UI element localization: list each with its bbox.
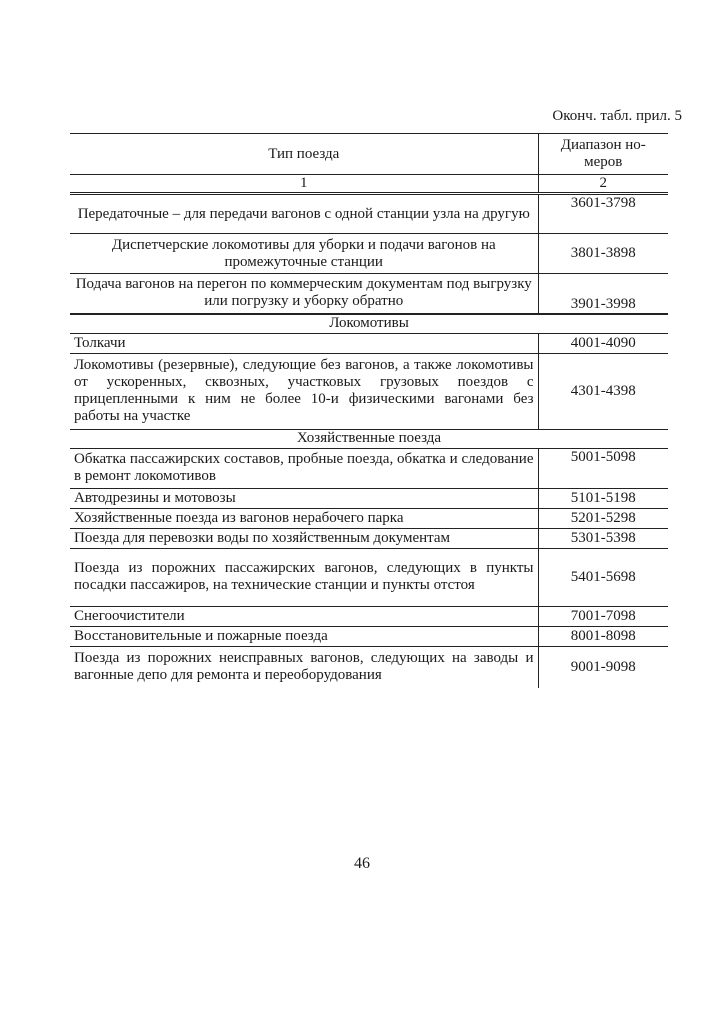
- train-type: Толкачи: [70, 333, 538, 353]
- table-row: [70, 548, 668, 606]
- number-range: 5401-5698: [538, 548, 668, 606]
- train-type: Поезда для перевозки воды по хозяйственным документам: [70, 528, 538, 548]
- table-row: [70, 528, 668, 548]
- table-header-row: [70, 134, 668, 175]
- number-range: 3801-3898: [538, 234, 668, 274]
- train-type: Диспетчерские локомотивы для уборки и подачи вагонов на промежуточные станции: [70, 234, 538, 274]
- table-row: [70, 448, 668, 488]
- table-row: [70, 488, 668, 508]
- section-title: Локомотивы: [70, 314, 668, 334]
- train-number-table: [70, 133, 668, 688]
- train-type: Передаточные – для передачи вагонов с одной станции узла на другую: [70, 194, 538, 234]
- table-row: [70, 194, 668, 234]
- train-type: Снегоочистители: [70, 606, 538, 626]
- section-header-locomotives: [70, 314, 668, 334]
- section-title: Хозяйственные поезда: [70, 429, 668, 448]
- number-range: 7001-7098: [538, 606, 668, 626]
- train-type: Восстановительные и пожарные поезда: [70, 626, 538, 646]
- train-type: Поезда из порожних пассажирских вагонов, следующих в пункты посадки пассажиров, на технические станции и пункты отстоя: [70, 548, 538, 606]
- table-row: [70, 274, 668, 314]
- number-range: 3901-3998: [538, 274, 668, 314]
- train-type: Подача вагонов на перегон по коммерческим документам под выгрузку или погрузку и уборку обратно: [70, 274, 538, 314]
- table-row: [70, 626, 668, 646]
- column-numbers-row: [70, 175, 668, 194]
- number-range: 5301-5398: [538, 528, 668, 548]
- table-row: [70, 234, 668, 274]
- train-type: Поезда из порожних неисправных вагонов, следующих на заводы и вагонные депо для ремонта и переоборудования: [74, 650, 534, 684]
- train-type: Локомотивы (резервные), следующие без вагонов, а также локомотивы от ускоренных, сквозных, участковых грузовых поездов с прицепленными к ним не более 10-и физическими вагонами без работы на участке: [70, 353, 538, 429]
- number-range: 9001-9098: [538, 646, 668, 688]
- number-range: 4301-4398: [538, 353, 668, 429]
- table-row: [70, 333, 668, 353]
- table-row: [70, 353, 668, 429]
- number-range: 5001-5098: [538, 448, 668, 488]
- number-range: 4001-4090: [538, 333, 668, 353]
- train-type: Автодрезины и мотовозы: [70, 488, 538, 508]
- header-train-type: Тип поезда: [70, 134, 538, 175]
- section-header-service-trains: [70, 429, 668, 448]
- number-range: 8001-8098: [538, 626, 668, 646]
- table-row: [70, 508, 668, 528]
- number-range: 3601-3798: [538, 194, 668, 234]
- number-range: 5101-5198: [538, 488, 668, 508]
- column-number-2: 2: [538, 175, 668, 194]
- table-row: [70, 646, 668, 688]
- train-type: Обкатка пассажирских составов, пробные поезда, обкатка и следование в ремонт локомотивов: [70, 448, 538, 488]
- page-number: 46: [354, 855, 370, 872]
- table-caption: Оконч. табл. прил. 5: [552, 108, 682, 124]
- table-row: [70, 606, 668, 626]
- column-number-1: 1: [70, 175, 538, 194]
- number-range: 5201-5298: [538, 508, 668, 528]
- header-number-range: Диапазон но-меров: [538, 134, 668, 175]
- train-type: Хозяйственные поезда из вагонов нерабочего парка: [70, 508, 538, 528]
